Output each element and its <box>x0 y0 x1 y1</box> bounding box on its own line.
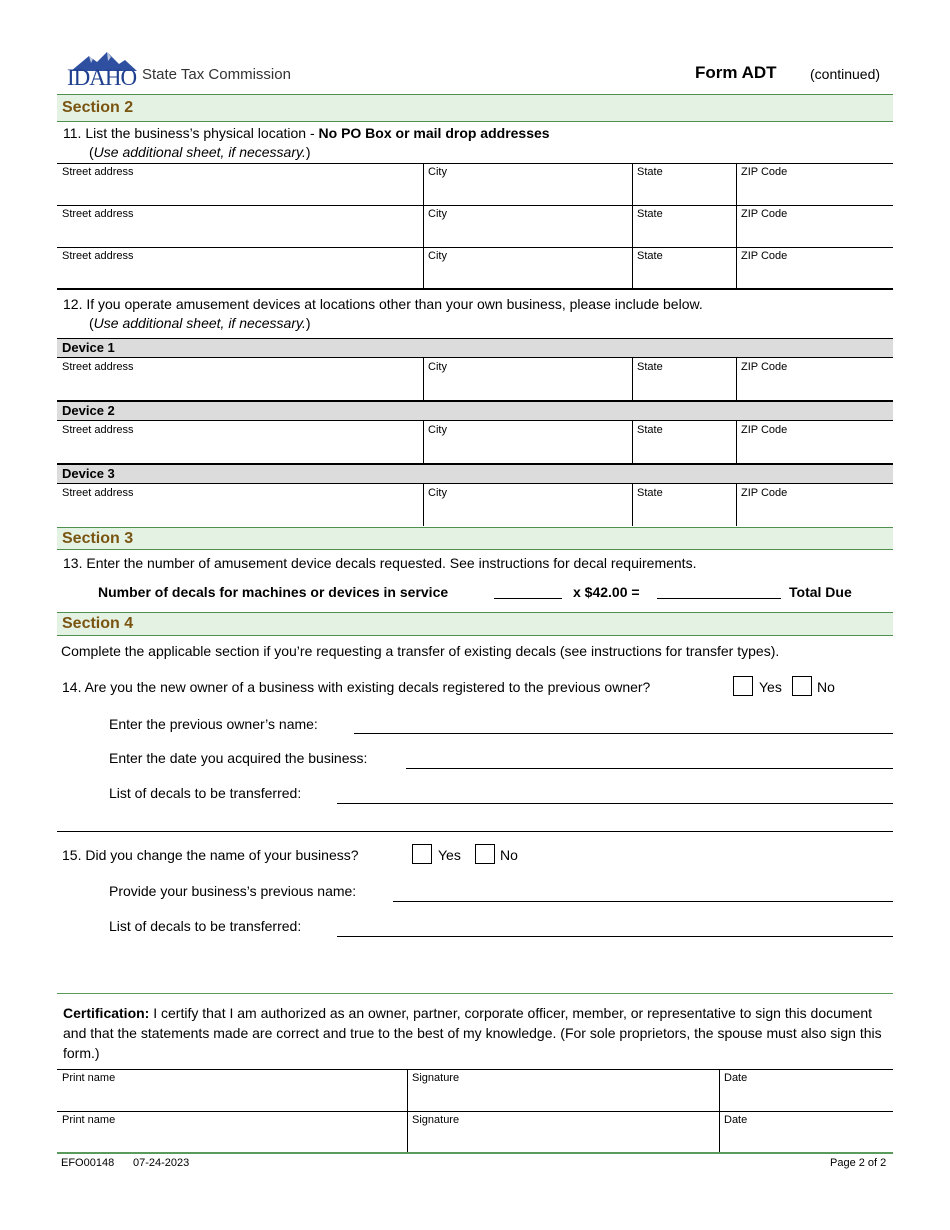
device-3-header: Device 3 <box>57 464 893 484</box>
q11-lead: 11. List the business’s physical location - <box>63 125 319 141</box>
q11-row1-zip-field[interactable]: ZIP Code <box>741 166 788 178</box>
q14-decals-label: List of decals to be transferred: <box>109 785 302 801</box>
decal-rate: x $42.00 = <box>573 584 640 600</box>
device-1-city-field[interactable]: City <box>428 361 447 373</box>
section-2-header: Section 2 <box>57 94 893 122</box>
signature-field-1[interactable]: Signature <box>412 1072 460 1084</box>
q15-decals-label: List of decals to be transferred: <box>109 918 302 934</box>
q11-row3-city-field[interactable]: City <box>428 250 447 262</box>
q14-decals-field[interactable] <box>337 803 893 804</box>
q11-row3-zip-field[interactable]: ZIP Code <box>741 250 788 262</box>
q15-yes-label: Yes <box>438 847 461 863</box>
q11-row1-state-field[interactable]: State <box>637 166 663 178</box>
q14-text: 14. Are you the new owner of a business with existing decals registered to the previous owner? <box>62 679 651 695</box>
q11-row2-zip-field[interactable]: ZIP Code <box>741 208 788 220</box>
q15-no-checkbox[interactable] <box>475 844 495 864</box>
certification-text <box>63 1003 893 1063</box>
q11-row2-street-field[interactable]: Street address <box>62 208 134 220</box>
device-2-street-field[interactable]: Street address <box>62 424 134 436</box>
q15-yes-checkbox[interactable] <box>412 844 432 864</box>
q12-text: 12. If you operate amusement devices at locations other than your own business, please include below. <box>63 296 703 312</box>
device-2-header: Device 2 <box>57 401 893 421</box>
device-3-street-field[interactable]: Street address <box>62 487 134 499</box>
device-3-state-field[interactable]: State <box>637 487 663 499</box>
device-2-state-field[interactable]: State <box>637 424 663 436</box>
q11-row2-state-field[interactable]: State <box>637 208 663 220</box>
section-4-header: Section 4 <box>57 612 893 636</box>
idaho-logo <box>67 50 139 88</box>
device-2-zip-field[interactable]: ZIP Code <box>741 424 788 436</box>
device-2-city-field[interactable]: City <box>428 424 447 436</box>
q15-text: 15. Did you change the name of your business? <box>62 847 359 863</box>
q11-bold: No PO Box or mail drop addresses <box>318 125 550 141</box>
device-1-street-field[interactable]: Street address <box>62 361 134 373</box>
prev-name-label: Provide your business’s previous name: <box>109 883 357 899</box>
decal-calc-label: Number of decals for machines or devices in service <box>98 584 449 600</box>
device-1-header: Device 1 <box>57 338 893 358</box>
q11-note: (Use additional sheet, if necessary.) <box>89 144 311 160</box>
q11-row3-state-field[interactable]: State <box>637 250 663 262</box>
q11-row1-city-field[interactable]: City <box>428 166 447 178</box>
q15-decals-field[interactable] <box>337 936 893 937</box>
q12-note: (Use additional sheet, if necessary.) <box>89 315 311 331</box>
footer-form-code: EFO00148 <box>61 1157 115 1169</box>
q11-text <box>63 125 550 141</box>
date-field-1[interactable]: Date <box>724 1072 748 1084</box>
q11-row2-city-field[interactable]: City <box>428 208 447 220</box>
form-title: Form ADT <box>695 63 777 82</box>
certification-body: I certify that I am authorized as an owner, partner, corporate officer, member, or representative to sign this document and that the statements made are correct and true to the best of my knowledge. (For sole proprietors, the spouse must also sign this form.) <box>63 1005 882 1061</box>
print-name-field-2[interactable]: Print name <box>62 1114 116 1126</box>
print-name-field-1[interactable]: Print name <box>62 1072 116 1084</box>
q13-text: 13. Enter the number of amusement device decals requested. See instructions for decal requirements. <box>63 555 697 571</box>
device-1-state-field[interactable]: State <box>637 361 663 373</box>
section-4-intro: Complete the applicable section if you’re requesting a transfer of existing decals (see instructions for transfer types). <box>61 643 780 659</box>
date-field-2[interactable]: Date <box>724 1114 748 1126</box>
certification-rule <box>57 993 893 994</box>
q14-divider <box>57 831 893 832</box>
decal-count-field[interactable] <box>494 598 562 599</box>
section-3-header: Section 3 <box>57 527 893 550</box>
q14-no-checkbox[interactable] <box>792 676 812 696</box>
q14-no-label: No <box>817 679 835 695</box>
q14-yes-checkbox[interactable] <box>733 676 753 696</box>
footer-rev-date: 07-24-2023 <box>133 1157 190 1169</box>
total-due-field[interactable] <box>657 598 781 599</box>
logo-wordmark: IDAHO <box>67 65 137 90</box>
q11-row1-street-field[interactable]: Street address <box>62 166 134 178</box>
prev-owner-field[interactable] <box>354 733 893 734</box>
device-3-zip-field[interactable]: ZIP Code <box>741 487 788 499</box>
continued-label: (continued) <box>810 66 881 82</box>
total-due-label: Total Due <box>789 584 852 600</box>
device-1-zip-field[interactable]: ZIP Code <box>741 361 788 373</box>
prev-name-field[interactable] <box>393 901 893 902</box>
agency-name: State Tax Commission <box>142 66 291 83</box>
q15-no-label: No <box>500 847 518 863</box>
q14-yes-label: Yes <box>759 679 782 695</box>
q11-row3-street-field[interactable]: Street address <box>62 250 134 262</box>
date-acquired-label: Enter the date you acquired the business: <box>109 750 368 766</box>
footer-page-number: Page 2 of 2 <box>830 1157 887 1169</box>
prev-owner-label: Enter the previous owner’s name: <box>109 716 318 732</box>
signature-field-2[interactable]: Signature <box>412 1114 460 1126</box>
date-acquired-field[interactable] <box>406 768 893 769</box>
certification-label: Certification: <box>63 1005 150 1021</box>
device-3-city-field[interactable]: City <box>428 487 447 499</box>
